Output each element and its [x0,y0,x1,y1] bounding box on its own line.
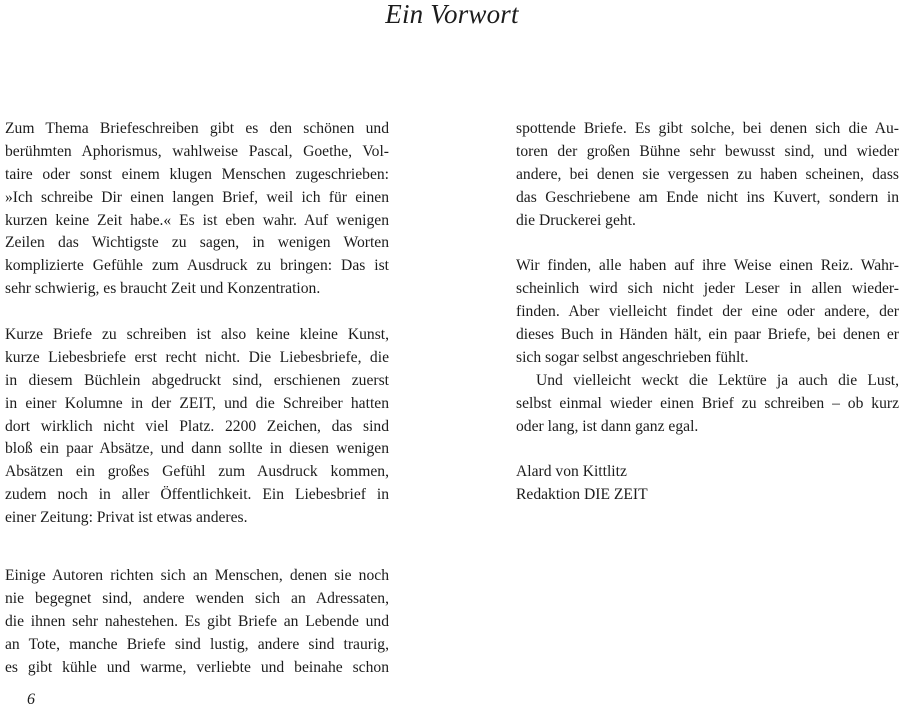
text-line: sehr schwierig, es braucht Zeit und Konzentration. [5,280,321,298]
text-line: die ihnen sehr nahestehen. Es gibt Briefe an Lebende und [5,612,389,630]
right-column [516,118,899,507]
paragraph-gap [5,530,389,565]
paragraph [5,118,389,301]
paragraph-gap [516,232,899,255]
text-line: kurzen keine Zeit habe.« Es ist eben wahr. Auf wenigen [5,211,389,229]
text-line: finden. Aber vielleicht findet der eine oder andere, der [516,303,899,321]
text-line: scheinlich wird sich nicht jeder Leser in allen wieder- [516,280,899,298]
left-column [5,118,389,679]
text-line: Kurze Briefe zu schreiben ist also keine kleine Kunst, [5,326,389,344]
text-line: Und vielleicht weckt die Lektüre ja auch die Lust, [536,371,899,389]
paragraph-gap [5,301,389,324]
paragraph [5,324,389,530]
text-line: Einige Autoren richten sich an Menschen, denen sie noch [5,567,389,585]
text-line: in einer Kolumne in der ZEIT, und die Schreiber hatten [5,394,389,412]
text-line: die Druckerei geht. [516,211,636,229]
text-line: das Geschriebene am Ende nicht ins Kuvert, sondern in [516,188,899,206]
text-line: zudem noch in aller Öffentlichkeit. Ein Liebesbrief in [5,486,389,504]
paragraph [5,565,389,679]
text-line: Absätzen ein großes Gefühl zum Ausdruck kommen, [5,463,389,481]
text-line: »Ich schreibe Dir einen langen Brief, weil ich für einen [5,188,389,206]
text-line: kurze Liebesbriefe erst recht nicht. Die Liebesbriefe, die [5,348,389,366]
text-line: komplizierte Gefühle zum Ausdruck zu bringen: Das ist [5,257,389,275]
paragraph-gap [516,438,899,461]
page-title: Ein Vorwort [385,0,519,29]
signature-name: Alard von Kittlitz [516,463,627,481]
paragraph [516,118,899,232]
text-line: selbst einmal wieder einen Brief zu schreiben – ob kurz [516,394,899,412]
text-line: Zeilen das Wichtigste zu sagen, in wenigen Worten [5,234,389,252]
text-line: es gibt kühle und warme, verliebte und beinahe schon [5,658,389,676]
text-line: einer Zeitung: Privat ist etwas anderes. [5,509,248,527]
text-line: Wir finden, alle haben auf ihre Weise einen Reiz. Wahr- [516,257,899,275]
text-line: dort wirklich nicht viel Platz. 2200 Zeichen, das sind [5,417,389,435]
text-line: taire oder sonst einem klugen Menschen zugeschrieben: [5,165,389,183]
signature [516,461,899,507]
text-line: sich sogar selbst angeschrieben fühlt. [516,348,749,366]
text-line: nie begegnet sind, andere wenden sich an Adressaten, [5,589,389,607]
text-line: oder lang, ist dann ganz egal. [516,417,699,435]
text-line: andere, bei denen sie vergessen zu haben scheinen, dass [516,165,899,183]
page-number: 6 [27,691,35,708]
text-line: dieses Buch in Händen hält, ein paar Briefe, bei denen er [516,326,899,344]
text-line: in diesem Büchlein abgedruckt sind, erschienen zuerst [5,371,389,389]
text-line: Zum Thema Briefeschreiben gibt es den schönen und [5,120,389,137]
text-line: toren der großen Bühne sehr bewusst sind, und wieder [516,142,899,160]
text-line: bloß ein paar Absätze, und dann sollte in diesen wenigen [5,440,389,458]
text-line: berühmten Aphorismus, wahlweise Pascal, Goethe, Vol- [5,142,389,160]
signature-affiliation: Redaktion DIE ZEIT [516,486,648,504]
paragraph [516,370,899,439]
paragraph [516,255,899,369]
text-line: an Tote, manche Briefe sind lustig, andere sind traurig, [5,635,389,653]
text-line: spottende Briefe. Es gibt solche, bei denen sich die Au- [516,120,899,137]
